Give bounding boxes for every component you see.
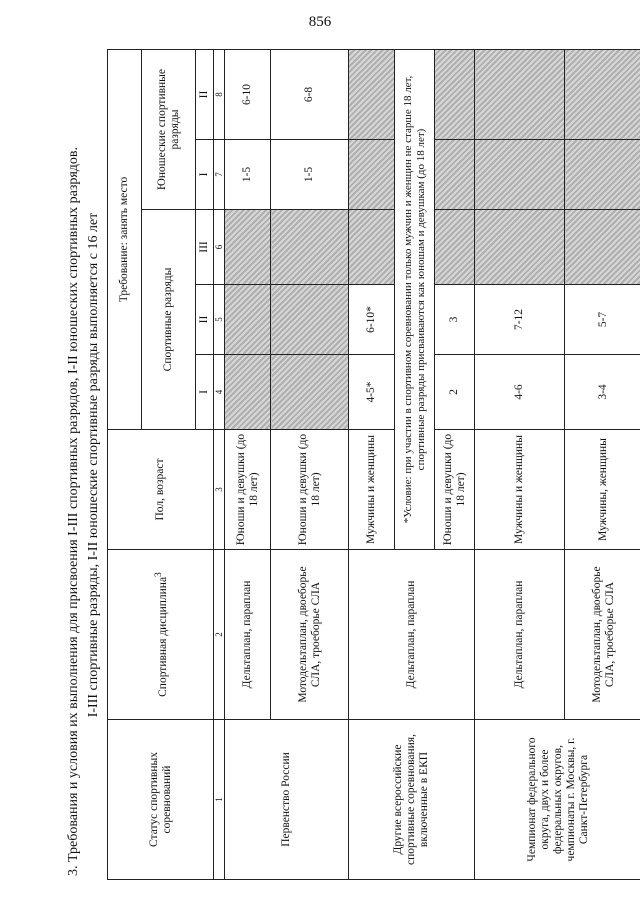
- col-number: 2: [214, 550, 225, 720]
- column-number-row: [214, 49, 225, 879]
- shaded-cell: [271, 355, 349, 430]
- header-sport-ranks: Спортивные разряды: [142, 210, 196, 430]
- shaded-cell: [225, 355, 271, 430]
- shaded-cell: [565, 140, 640, 210]
- value-cell: 4-6: [475, 355, 565, 430]
- shaded-cell: [271, 210, 349, 285]
- col-number: 6: [214, 210, 225, 285]
- shaded-cell: [475, 140, 565, 210]
- shaded-cell: [565, 210, 640, 285]
- shaded-cell: [435, 49, 475, 139]
- value-cell: 6-10: [225, 49, 271, 139]
- header-gender-age: Пол, возраст: [108, 430, 214, 550]
- value-cell: 5-7: [565, 285, 640, 355]
- page-number: 856: [308, 14, 332, 30]
- shaded-cell: [349, 140, 395, 210]
- gender-cell: Юноши и девушки (до 18 лет): [435, 430, 475, 550]
- shaded-cell: [475, 49, 565, 139]
- col-number: 7: [214, 140, 225, 210]
- shaded-cell: [225, 285, 271, 355]
- header-rank-i: I: [196, 355, 214, 430]
- shaded-cell: [565, 49, 640, 139]
- value-cell: 1-5: [271, 140, 349, 210]
- gender-cell: Юноши и девушки (до 18 лет): [225, 430, 271, 550]
- value-cell: 3: [435, 285, 475, 355]
- discipline-cell: Дельтаплан, параплан: [225, 550, 271, 720]
- header-rank-ii: II: [196, 285, 214, 355]
- header-discipline: Спортивная дисциплина$^3$: [108, 550, 214, 720]
- shaded-cell: [475, 210, 565, 285]
- discipline-cell: Дельтаплан, параплан: [349, 550, 475, 720]
- col-number: 8: [214, 49, 225, 139]
- shaded-cell: [435, 140, 475, 210]
- col-number: 4: [214, 355, 225, 430]
- rotated-page-content: [65, 50, 616, 880]
- discipline-cell: Мотодельтаплан, двоеборье СЛА, троеборье СЛА: [271, 550, 349, 720]
- table-row: [475, 49, 565, 879]
- shaded-cell: [349, 49, 395, 139]
- gender-cell: Мужчины и женщины: [475, 430, 565, 550]
- value-cell: 6-8: [271, 49, 349, 139]
- section-heading: 3. Требования и условия их выполнения для присвоения I-III спортивных разрядов, I-II юношеских спортивных разрядов.: [66, 146, 81, 876]
- header-youth-rank-ii: II: [196, 49, 214, 139]
- header-youth-rank-i: I: [196, 140, 214, 210]
- shaded-cell: [349, 210, 395, 285]
- section-subheading: I-III спортивные разряды, I-II юношеские спортивные разряды выполняется с 16 лет: [86, 212, 101, 718]
- shaded-cell: [271, 285, 349, 355]
- col-number: 5: [214, 285, 225, 355]
- header-row-1: [108, 49, 142, 879]
- header-status: Статус спортивных соревнований: [108, 720, 214, 880]
- value-cell: 3-4: [565, 355, 640, 430]
- shaded-cell: [435, 210, 475, 285]
- header-rank-iii: III: [196, 210, 214, 285]
- col-number: 1: [214, 720, 225, 880]
- value-cell: 2: [435, 355, 475, 430]
- status-cell: Другие всероссийские спортивные соревнования, включенные в ЕКП: [349, 720, 475, 880]
- value-cell: 4-5*: [349, 355, 395, 430]
- table-row: [349, 49, 395, 879]
- discipline-cell: Дельтаплан, параплан: [475, 550, 565, 720]
- discipline-cell: Мотодельтаплан, двоеборье СЛА, троеборье СЛА: [565, 550, 640, 720]
- gender-cell: Мужчины, женщины: [565, 430, 640, 550]
- header-youth-ranks: Юношеские спортивные разряды: [142, 49, 196, 209]
- gender-cell: Юноши и девушки (до 18 лет): [271, 430, 349, 550]
- requirements-table: [107, 49, 640, 880]
- header-requirement: Требование: занять место: [108, 49, 142, 429]
- value-cell: 1-5: [225, 140, 271, 210]
- status-cell: Чемпионат федерального округа, двух и более федеральных округов, чемпионаты г. Москвы, г. Санкт-Петербурга: [475, 720, 640, 880]
- status-cell: Первенство России: [225, 720, 349, 880]
- gender-cell: Мужчины и женщины: [349, 430, 395, 550]
- shaded-cell: [225, 210, 271, 285]
- table-row: [225, 49, 271, 879]
- condition-note: *Условие: при участии в спортивном соревновании только мужчин и женщин не старше 18 лет, спортивные разряды присваиваются как юношам и девушкам (до 18 лет): [395, 49, 435, 549]
- value-cell: 7-12: [475, 285, 565, 355]
- col-number: 3: [214, 430, 225, 550]
- value-cell: 6-10*: [349, 285, 395, 355]
